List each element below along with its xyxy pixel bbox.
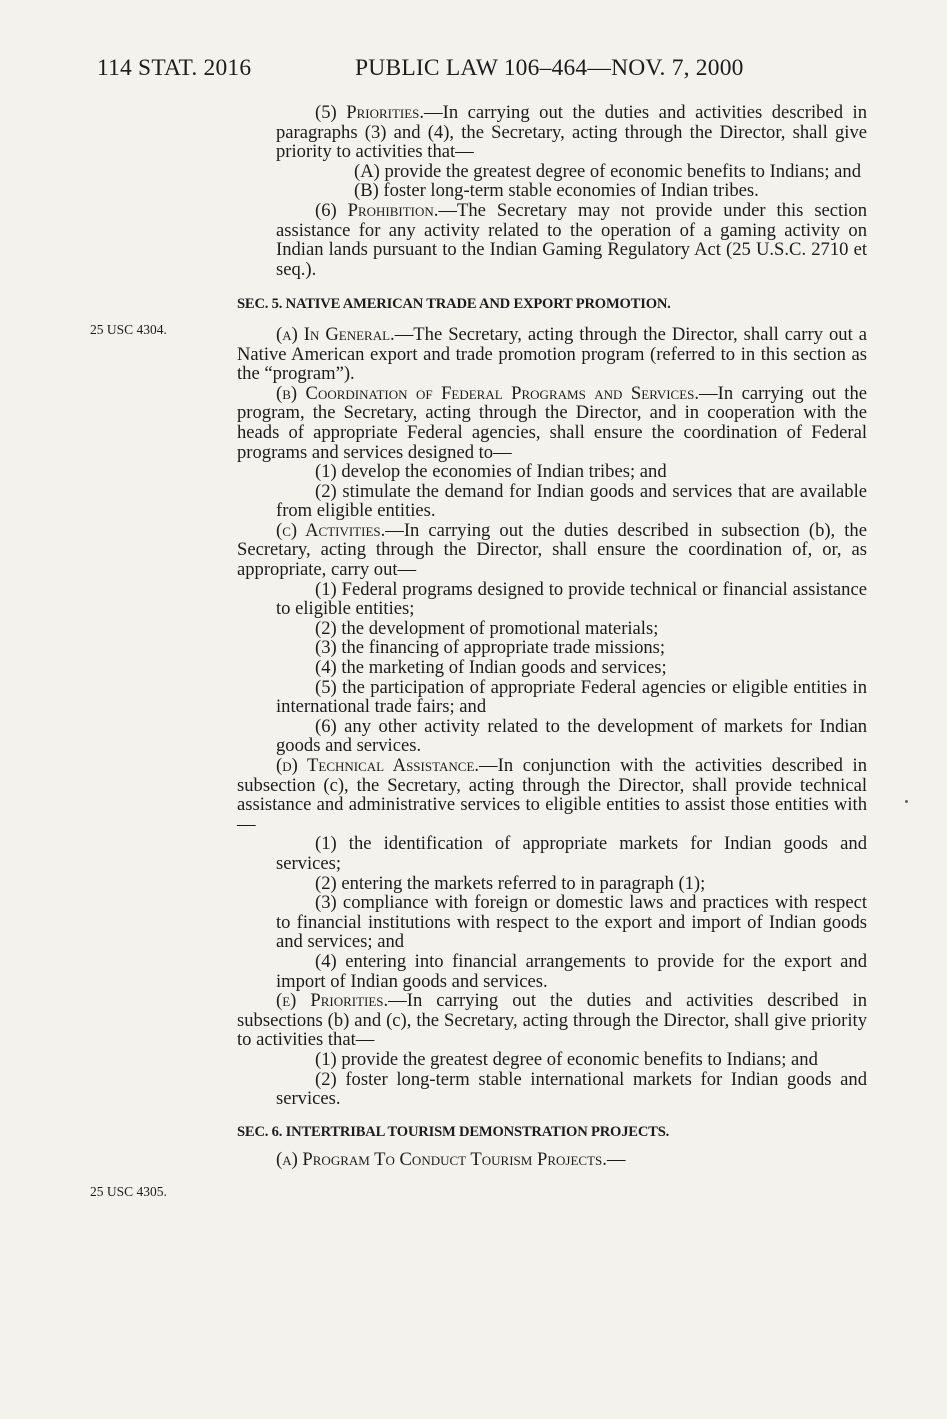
paragraph-6-prohibition: (6) Prohibition.—The Secretary may not provide under this section assistance for any activity related to the operation of a gaming activity on Indian lands pursuant to the Indian Gaming Regulatory Act (25 U.S.C. 2710 et seq.). <box>276 199 867 280</box>
subparagraph-b: (B) foster long-term stable economies of Indian tribes. <box>354 180 759 202</box>
section-5-heading: SEC. 5. NATIVE AMERICAN TRADE AND EXPORT PROMOTION. <box>237 296 671 313</box>
item-c-6: (6) any other activity related to the development of markets for Indian goods and services. <box>276 715 867 757</box>
item-e-1: (1) provide the greatest degree of economic benefits to Indians; and <box>315 1048 818 1070</box>
item-c-2: (2) the development of promotional materials; <box>315 617 659 639</box>
subsection-a-in-general: (a) In General.—The Secretary, acting through the Director, shall carry out a Native American export and trade promotion program (referred to in this section as the “program”). <box>237 323 867 385</box>
margin-note-sec5: 25 USC 4304. <box>90 322 167 337</box>
margin-note-sec6: 25 USC 4305. <box>90 1184 167 1199</box>
subparagraph-a: (A) provide the greatest degree of economic benefits to Indians; and <box>354 160 862 182</box>
item-b-1: (1) develop the economies of Indian tribes; and <box>315 461 667 483</box>
subsection-c-activities: (c) Activities.—In carrying out the duties described in subsection (b), the Secretary, acting through the Director, shall ensure the coordination of, or, as appropriate, carry out— <box>237 519 867 581</box>
item-d-4: (4) entering into financial arrangements to provide for the export and import of Indian goods and services. <box>276 950 867 992</box>
item-d-2: (2) entering the markets referred to in paragraph (1); <box>315 872 706 894</box>
item-b-2: (2) stimulate the demand for Indian goods and services that are available from eligible entities. <box>276 480 867 522</box>
document-body <box>237 103 867 1170</box>
subsection-a-tourism-projects: (a) Program To Conduct Tourism Projects.— <box>276 1149 626 1171</box>
statute-page-number: 114 STAT. 2016 <box>97 55 252 81</box>
subsection-e-priorities: (e) Priorities.—In carrying out the duties and activities described in subsections (b) and (c), the Secretary, acting through the Director, shall give priority to activities that— <box>237 990 867 1051</box>
item-c-5: (5) the participation of appropriate Federal agencies or eligible entities in international trade fairs; and <box>276 676 867 718</box>
section-6-heading: SEC. 6. INTERTRIBAL TOURISM DEMONSTRATION PROJECTS. <box>237 1123 670 1140</box>
item-c-1: (1) Federal programs designed to provide technical or financial assistance to eligible entities; <box>276 578 867 620</box>
item-e-2: (2) foster long-term stable international markets for Indian goods and services. <box>276 1068 867 1110</box>
item-d-1: (1) the identification of appropriate markets for Indian goods and services; <box>276 833 867 874</box>
scan-speck <box>905 800 908 803</box>
subsection-b-coordination: (b) Coordination of Federal Programs and Services.—In carrying out the program, the Secretary, acting through the Director, and in cooperation with the heads of appropriate Federal agencies, shall ensure the coordination of Federal programs and services designed to— <box>237 382 867 463</box>
item-d-3: (3) compliance with foreign or domestic laws and practices with respect to financial institutions with respect to the export and import of Indian goods and services; and <box>276 892 867 953</box>
item-c-4: (4) the marketing of Indian goods and services; <box>315 657 667 679</box>
item-c-3: (3) the financing of appropriate trade missions; <box>315 637 666 659</box>
public-law-citation: PUBLIC LAW 106–464—NOV. 7, 2000 <box>355 55 744 81</box>
paragraph-5-priorities: (5) Priorities.—In carrying out the duties and activities described in paragraphs (3) and (4), the Secretary, acting through the Director, shall give priority to activities that— <box>276 102 867 163</box>
subsection-d-technical-assistance: (d) Technical Assistance.—In conjunction with the activities described in subsection (c), the Secretary, acting through the Director, shall provide technical assistance and administrative services to eligible entities to assist those entities with— <box>237 755 868 835</box>
